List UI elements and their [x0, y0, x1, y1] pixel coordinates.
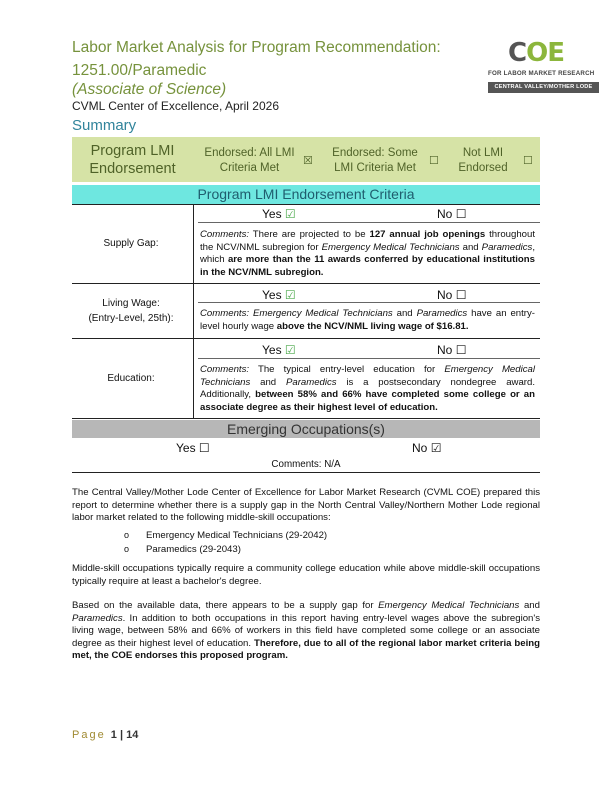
- option-not-endorsed-checkbox[interactable]: ☐: [523, 155, 533, 167]
- supply-gap-no-checkbox[interactable]: ☐: [455, 207, 467, 221]
- table-rule: [198, 358, 540, 359]
- living-wage-yes-checkbox[interactable]: ☑: [284, 288, 296, 302]
- living-wage-comment: Comments: Emergency Medical Technicians and Paramedics have an entry-level hourly wage above the NCV/NML living wage of $16.81.: [200, 308, 535, 332]
- supply-gap-label: Supply Gap:: [103, 238, 159, 249]
- emerging-no: No ☑: [412, 441, 442, 455]
- page-number: 1 | 14: [110, 729, 139, 741]
- option-all-criteria-label: Endorsed: All LMI Criteria Met: [204, 147, 295, 174]
- logo-region-band: CENTRAL VALLEY/MOTHER LODE: [488, 82, 599, 93]
- living-wage-no-checkbox[interactable]: ☐: [455, 288, 467, 302]
- education-no: No ☐: [437, 343, 467, 357]
- conclusion-paragraph: Based on the available data, there appears to be a supply gap for Emergency Medical Technicians and Paramedics. In addition to both occupations in this report having entry-level wages above the subregion's living wage, between 58% and 66% of workers in this field have completed some college or an associate degree as their highest level of education. Therefore, due to all of the regional labor market criteria being met, the COE endorses this proposed program.: [72, 600, 540, 661]
- supply-gap-yes-checkbox[interactable]: ☑: [284, 207, 296, 221]
- education-label: Education:: [107, 373, 155, 384]
- emerging-yes: Yes ☐: [176, 441, 210, 455]
- emerging-no-checkbox[interactable]: ☑: [430, 441, 442, 455]
- criteria-heading: Program LMI Endorsement Criteria: [72, 185, 540, 204]
- bullet-marker: o: [124, 530, 130, 540]
- report-subtitle: CVML Center of Excellence, April 2026: [72, 99, 279, 113]
- table-rule: [198, 302, 540, 303]
- report-title-line-3: (Associate of Science): [72, 81, 227, 98]
- report-title-line-1: Labor Market Analysis for Program Recommendation:: [72, 39, 441, 56]
- supply-gap-yes: Yes ☑: [262, 207, 296, 221]
- education-yes: Yes ☑: [262, 343, 296, 357]
- emerging-occupations-heading: Emerging Occupations(s): [72, 420, 540, 438]
- list-item: Emergency Medical Technicians (29-2042): [146, 530, 328, 541]
- emerging-yes-checkbox[interactable]: ☐: [198, 441, 210, 455]
- middle-skill-paragraph: Middle-skill occupations typically require a community college education while above middle-skill occupations typically require at least a bachelor's degree.: [72, 563, 540, 587]
- report-title-line-2: 1251.00/Paramedic: [72, 62, 207, 79]
- table-rule: [72, 283, 540, 284]
- endorsement-bar: [72, 137, 540, 182]
- table-rule: [72, 418, 540, 419]
- supply-gap-comment: Comments: There are projected to be 127 annual job openings throughout the NCV/NML subregion for Emergency Medical Technicians and Paramedics, which are more than the 11 awards conferred by educational institutions in the NCV/NML subregion.: [200, 229, 535, 278]
- table-rule: [72, 204, 540, 205]
- coe-logo-mark: COE: [508, 38, 564, 68]
- education-yes-checkbox[interactable]: ☑: [284, 343, 296, 357]
- supply-gap-no: No ☐: [437, 207, 467, 221]
- living-wage-yes: Yes ☑: [262, 288, 296, 302]
- emerging-comments: Comments: N/A: [271, 459, 341, 470]
- coe-logo: [486, 38, 601, 98]
- summary-heading: Summary: [72, 117, 137, 134]
- table-divider: [193, 204, 194, 418]
- page-footer: [72, 729, 138, 741]
- living-wage-label: Living Wage: (Entry-Level, 25th):: [88, 298, 174, 324]
- table-rule: [72, 472, 540, 473]
- bullet-marker: o: [124, 544, 130, 554]
- intro-paragraph: The Central Valley/Mother Lode Center of Excellence for Labor Market Research (CVML COE) prepared this report to determine whether there is a supply gap in the North Central Valley/Northern Mother Lode regional labor market related to the following middle-skill occupations:: [72, 487, 540, 523]
- option-all-criteria-checkbox[interactable]: ☒: [303, 155, 313, 167]
- education-no-checkbox[interactable]: ☐: [455, 343, 467, 357]
- page-word: Page: [72, 729, 106, 741]
- option-some-criteria-label: Endorsed: Some LMI Criteria Met: [332, 147, 418, 174]
- endorsement-label: Program LMI Endorsement: [89, 143, 176, 177]
- education-comment: Comments: The typical entry-level education for Emergency Medical Technicians and Paramedics is a postsecondary nondegree award. Additionally, between 58% and 66% have completed some college or an associate degree as their highest level of education.: [200, 364, 535, 413]
- option-not-endorsed-label: Not LMI Endorsed: [458, 147, 508, 174]
- table-rule: [72, 338, 540, 339]
- list-item: Paramedics (29-2043): [146, 544, 241, 555]
- table-rule: [198, 222, 540, 223]
- option-some-criteria-checkbox[interactable]: ☐: [429, 155, 439, 167]
- logo-tagline: FOR LABOR MARKET RESEARCH: [488, 70, 595, 77]
- living-wage-no: No ☐: [437, 288, 467, 302]
